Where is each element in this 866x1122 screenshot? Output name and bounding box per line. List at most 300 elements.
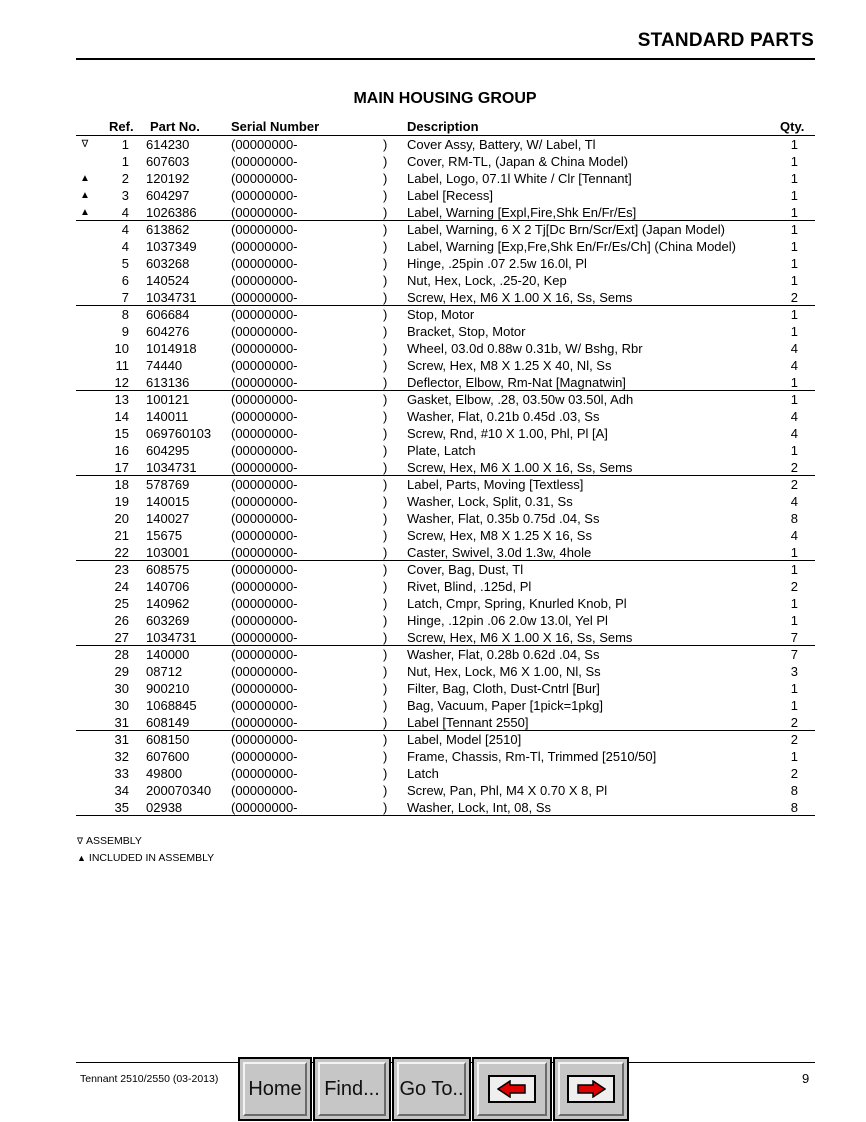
row-ref: 2 [121,171,129,186]
row-qty: 1 [790,613,798,628]
row-description: Label, Model [2510] [407,732,522,747]
table-row [0,782,866,799]
table-row [0,697,866,714]
row-ref: 31 [114,732,129,747]
row-description: Label, Warning [Expl,Fire,Shk En/Fr/Es] [407,205,637,220]
row-part-no: 900210 [146,681,190,696]
table-row [0,306,866,323]
row-description: Washer, Lock, Int, 08, Ss [407,800,552,815]
table-row [0,748,866,765]
row-serial-close: ) [383,324,388,339]
table-row [0,255,866,272]
row-qty: 1 [790,188,798,203]
row-qty: 1 [790,256,798,271]
row-part-no: 1026386 [146,205,197,220]
col-ref: Ref. [109,119,134,134]
row-part-no: 02938 [146,800,183,815]
row-part-no: 200070340 [146,783,212,798]
row-ref: 35 [114,800,129,815]
row-part-no: 1037349 [146,239,197,254]
row-part-no: 140027 [146,511,190,526]
goto-button[interactable] [392,1057,471,1121]
row-serial-close: ) [383,494,388,509]
row-part-no: 613136 [146,375,190,390]
goto-button-label: Go To.. [399,1077,464,1100]
row-serial: (00000000- [231,664,298,679]
legend-assembly [77,835,142,847]
row-qty: 1 [790,545,798,560]
table-row [0,187,866,204]
table-row [0,544,866,561]
row-part-no: 607603 [146,154,190,169]
row-part-no: 608150 [146,732,190,747]
table-row [0,578,866,595]
find-button[interactable] [313,1057,391,1121]
included-symbol: ▲ [77,853,86,863]
row-part-no: 608149 [146,715,190,730]
row-serial: (00000000- [231,239,298,254]
row-description: Bag, Vacuum, Paper [1pick=1pkg] [407,698,603,713]
row-serial-close: ) [383,188,388,203]
row-description: Stop, Motor [407,307,475,322]
row-ref: 25 [114,596,129,611]
table-row [0,680,866,697]
home-button-label: Home [248,1077,302,1100]
table-row [0,374,866,391]
row-serial-close: ) [383,630,388,645]
row-ref: 29 [114,664,129,679]
row-part-no: 15675 [146,528,183,543]
row-part-no: 49800 [146,766,183,781]
row-qty: 2 [790,732,798,747]
row-ref: 5 [121,256,129,271]
row-serial: (00000000- [231,732,298,747]
row-description: Washer, Flat, 0.21b 0.45d .03, Ss [407,409,600,424]
row-serial: (00000000- [231,681,298,696]
table-row [0,612,866,629]
row-qty: 2 [790,766,798,781]
row-part-no: 613862 [146,222,190,237]
section-title: MAIN HOUSING GROUP [353,90,537,107]
row-serial: (00000000- [231,630,298,645]
row-part-no: 1034731 [146,290,197,305]
table-row [0,136,866,153]
row-description: Latch [407,766,439,781]
table-row [0,527,866,544]
row-serial-close: ) [383,545,388,560]
row-mark: ∇ [81,139,89,150]
row-qty: 2 [790,579,798,594]
row-qty: 1 [790,562,798,577]
row-serial: (00000000- [231,783,298,798]
row-qty: 7 [790,647,798,662]
row-serial: (00000000- [231,137,298,152]
row-qty: 1 [790,681,798,696]
row-description: Hinge, .25pin .07 2.5w 16.0l, Pl [407,256,587,271]
table-row [0,204,866,221]
row-ref: 11 [115,358,129,373]
row-description: Filter, Bag, Cloth, Dust-Cntrl [Bur] [407,681,600,696]
row-qty: 4 [790,528,798,543]
row-serial: (00000000- [231,154,298,169]
table-row [0,289,866,306]
row-serial: (00000000- [231,188,298,203]
row-serial-close: ) [383,409,388,424]
row-serial: (00000000- [231,562,298,577]
table-row [0,646,866,663]
row-ref: 4 [121,239,129,254]
row-description: Label [Recess] [407,188,493,203]
row-serial-close: ) [383,205,388,220]
row-ref: 33 [114,766,129,781]
row-part-no: 578769 [146,477,190,492]
row-serial-close: ) [383,562,388,577]
row-serial-close: ) [383,596,388,611]
row-ref: 10 [114,341,129,356]
row-ref: 31 [114,715,129,730]
row-description: Label, Logo, 07.1l White / Clr [Tennant] [407,171,632,186]
row-ref: 12 [114,375,129,390]
row-description: Label, Parts, Moving [Textless] [407,477,584,492]
row-description: Label [Tennant 2550] [407,715,529,730]
row-description: Screw, Pan, Phl, M4 X 0.70 X 8, Pl [407,783,608,798]
row-qty: 1 [790,137,798,152]
row-serial-close: ) [383,681,388,696]
row-serial-close: ) [383,358,388,373]
row-qty: 1 [790,596,798,611]
col-part-no: Part No. [150,119,200,134]
table-row [0,799,866,816]
row-qty: 8 [790,511,798,526]
row-serial: (00000000- [231,749,298,764]
table-row [0,408,866,425]
table-row [0,561,866,578]
row-serial-close: ) [383,273,388,288]
row-serial-close: ) [383,783,388,798]
row-serial-close: ) [383,698,388,713]
page-title: STANDARD PARTS [637,30,814,51]
table-row [0,493,866,510]
legend-assembly-label: ASSEMBLY [86,835,142,847]
row-qty: 1 [790,698,798,713]
row-serial-close: ) [383,460,388,475]
col-qty: Qty. [780,119,805,134]
row-serial: (00000000- [231,579,298,594]
row-part-no: 140000 [146,647,190,662]
row-description: Latch, Cmpr, Spring, Knurled Knob, Pl [407,596,627,611]
table-row [0,663,866,680]
footer-model-text: Tennant 2510/2550 (03-2013) [80,1073,219,1085]
row-serial-close: ) [383,749,388,764]
row-part-no: 614230 [146,137,190,152]
table-row [0,731,866,748]
table-row [0,595,866,612]
row-part-no: 1034731 [146,460,197,475]
row-serial: (00000000- [231,375,298,390]
row-mark: ▲ [80,207,90,218]
row-serial: (00000000- [231,290,298,305]
row-qty: 1 [790,749,798,764]
arrow-right-icon [567,1075,615,1103]
row-ref: 14 [114,409,129,424]
row-part-no: 604297 [146,188,190,203]
row-part-no: 08712 [146,664,183,679]
row-description: Deflector, Elbow, Rm-Nat [Magnatwin] [407,375,626,390]
row-description: Screw, Rnd, #10 X 1.00, Phl, Pl [A] [407,426,608,441]
row-serial-close: ) [383,664,388,679]
row-serial: (00000000- [231,205,298,220]
row-description: Cover, RM-TL, (Japan & China Model) [407,154,629,169]
row-qty: 1 [790,392,798,407]
next-page-button[interactable] [553,1057,629,1121]
table-row [0,459,866,476]
row-ref: 30 [114,681,129,696]
row-description: Nut, Hex, Lock, .25-20, Kep [407,273,567,288]
row-serial: (00000000- [231,494,298,509]
row-description: Screw, Hex, M6 X 1.00 X 16, Ss, Sems [407,460,633,475]
col-description: Description [407,119,479,134]
row-qty: 1 [790,222,798,237]
row-mark: ▲ [80,190,90,201]
row-description: Nut, Hex, Lock, M6 X 1.00, Nl, Ss [407,664,601,679]
row-serial-close: ) [383,426,388,441]
row-qty: 2 [790,715,798,730]
row-part-no: 606684 [146,307,190,322]
row-ref: 1 [121,137,129,152]
row-serial-close: ) [383,171,388,186]
row-ref: 23 [114,562,129,577]
row-qty: 1 [790,443,798,458]
row-serial-close: ) [383,341,388,356]
row-serial: (00000000- [231,545,298,560]
row-description: Hinge, .12pin .06 2.0w 13.0l, Yel Pl [407,613,608,628]
row-description: Screw, Hex, M8 X 1.25 X 40, Nl, Ss [407,358,612,373]
home-button[interactable] [238,1057,312,1121]
table-row [0,238,866,255]
row-serial: (00000000- [231,324,298,339]
row-ref: 30 [114,698,129,713]
row-serial-close: ) [383,307,388,322]
row-serial: (00000000- [231,715,298,730]
row-description: Caster, Swivel, 3.0d 1.3w, 4hole [407,545,592,560]
row-description: Bracket, Stop, Motor [407,324,526,339]
row-serial-close: ) [383,443,388,458]
row-description: Label, Warning [Exp,Fre,Shk En/Fr/Es/Ch] (China Model) [407,239,736,254]
row-description: Screw, Hex, M8 X 1.25 X 16, Ss [407,528,592,543]
row-description: Frame, Chassis, Rm-Tl, Trimmed [2510/50] [407,749,657,764]
row-serial: (00000000- [231,341,298,356]
row-ref: 28 [114,647,129,662]
row-qty: 8 [790,783,798,798]
row-ref: 4 [121,205,129,220]
row-description: Cover, Bag, Dust, Tl [407,562,524,577]
row-serial-close: ) [383,613,388,628]
row-qty: 2 [790,460,798,475]
find-button-label: Find... [324,1077,380,1100]
row-ref: 20 [114,511,129,526]
row-serial: (00000000- [231,800,298,815]
table-row [0,425,866,442]
row-serial: (00000000- [231,647,298,662]
row-serial: (00000000- [231,613,298,628]
row-qty: 1 [790,239,798,254]
row-serial-close: ) [383,579,388,594]
row-ref: 6 [121,273,129,288]
row-ref: 22 [114,545,129,560]
row-serial-close: ) [383,766,388,781]
row-serial-close: ) [383,290,388,305]
row-part-no: 1014918 [146,341,197,356]
legend-included [77,852,214,864]
row-description: Plate, Latch [407,443,476,458]
row-serial: (00000000- [231,528,298,543]
row-part-no: 140706 [146,579,190,594]
row-qty: 2 [790,477,798,492]
row-part-no: 1034731 [146,630,197,645]
row-description: Washer, Lock, Split, 0.31, Ss [407,494,573,509]
row-qty: 4 [790,409,798,424]
row-ref: 21 [114,528,129,543]
row-qty: 1 [790,171,798,186]
row-serial-close: ) [383,256,388,271]
row-serial: (00000000- [231,222,298,237]
row-description: Screw, Hex, M6 X 1.00 X 16, Ss, Sems [407,290,633,305]
row-part-no: 604295 [146,443,190,458]
col-serial: Serial Number [231,119,320,134]
column-headers [0,119,866,135]
row-ref: 24 [114,579,129,594]
table-row [0,391,866,408]
table-row [0,221,866,238]
row-part-no: 140011 [146,409,189,424]
row-ref: 19 [114,494,129,509]
row-part-no: 608575 [146,562,190,577]
row-serial-close: ) [383,647,388,662]
table-row [0,714,866,731]
row-serial-close: ) [383,137,388,152]
table-row [0,323,866,340]
table-row [0,442,866,459]
table-row [0,510,866,527]
row-qty: 1 [790,205,798,220]
row-serial: (00000000- [231,392,298,407]
row-part-no: 069760103 [146,426,212,441]
previous-page-button[interactable] [472,1057,552,1121]
row-serial-close: ) [383,800,388,815]
row-part-no: 607600 [146,749,190,764]
table-row [0,765,866,782]
row-description: Rivet, Blind, .125d, Pl [407,579,532,594]
row-serial-close: ) [383,154,388,169]
row-serial-close: ) [383,375,388,390]
row-qty: 8 [790,800,798,815]
row-serial: (00000000- [231,307,298,322]
row-part-no: 103001 [146,545,190,560]
row-serial-close: ) [383,222,388,237]
row-description: Washer, Flat, 0.28b 0.62d .04, Ss [407,647,600,662]
table-row [0,476,866,493]
table-row [0,629,866,646]
row-ref: 34 [114,783,129,798]
row-serial: (00000000- [231,443,298,458]
row-part-no: 1068845 [146,698,197,713]
row-part-no: 100121 [146,392,190,407]
row-serial-close: ) [383,732,388,747]
row-part-no: 74440 [146,358,183,373]
row-serial: (00000000- [231,256,298,271]
row-serial-close: ) [383,528,388,543]
row-ref: 26 [114,613,129,628]
row-ref: 4 [121,222,129,237]
row-part-no: 140015 [146,494,190,509]
row-ref: 18 [114,477,129,492]
row-serial: (00000000- [231,171,298,186]
row-description: Screw, Hex, M6 X 1.00 X 16, Ss, Sems [407,630,633,645]
row-description: Gasket, Elbow, .28, 03.50w 03.50l, Adh [407,392,634,407]
row-serial: (00000000- [231,358,298,373]
assembly-symbol: ∇ [77,836,84,846]
row-qty: 1 [790,154,798,169]
row-qty: 3 [790,664,798,679]
row-part-no: 604276 [146,324,190,339]
row-qty: 4 [790,358,798,373]
row-serial: (00000000- [231,477,298,492]
row-part-no: 140962 [146,596,190,611]
row-serial: (00000000- [231,766,298,781]
row-ref: 1 [121,154,129,169]
table-row [0,340,866,357]
row-ref: 32 [114,749,129,764]
row-serial: (00000000- [231,698,298,713]
table-rule [76,815,815,816]
row-ref: 17 [114,460,129,475]
row-description: Label, Warning, 6 X 2 Tj[Dc Brn/Scr/Ext] (Japan Model) [407,222,725,237]
row-qty: 4 [790,426,798,441]
row-mark: ▲ [80,173,90,184]
row-qty: 7 [790,630,798,645]
row-qty: 4 [790,341,798,356]
table-row [0,170,866,187]
row-qty: 1 [790,324,798,339]
row-part-no: 140524 [146,273,190,288]
header-rule [76,58,815,60]
row-ref: 3 [121,188,129,203]
row-serial: (00000000- [231,409,298,424]
row-serial-close: ) [383,239,388,254]
row-serial-close: ) [383,715,388,730]
row-serial: (00000000- [231,426,298,441]
row-ref: 16 [114,443,129,458]
table-row [0,272,866,289]
row-serial-close: ) [383,511,388,526]
row-qty: 2 [790,290,798,305]
row-qty: 4 [790,494,798,509]
row-ref: 13 [114,392,129,407]
row-ref: 7 [121,290,129,305]
table-row [0,153,866,170]
row-serial: (00000000- [231,460,298,475]
row-part-no: 603269 [146,613,190,628]
row-qty: 1 [790,273,798,288]
row-serial-close: ) [383,392,388,407]
row-qty: 1 [790,307,798,322]
arrow-left-icon [488,1075,536,1103]
row-serial: (00000000- [231,511,298,526]
table-row [0,357,866,374]
row-serial: (00000000- [231,273,298,288]
row-part-no: 603268 [146,256,190,271]
page-number: 9 [802,1071,810,1086]
